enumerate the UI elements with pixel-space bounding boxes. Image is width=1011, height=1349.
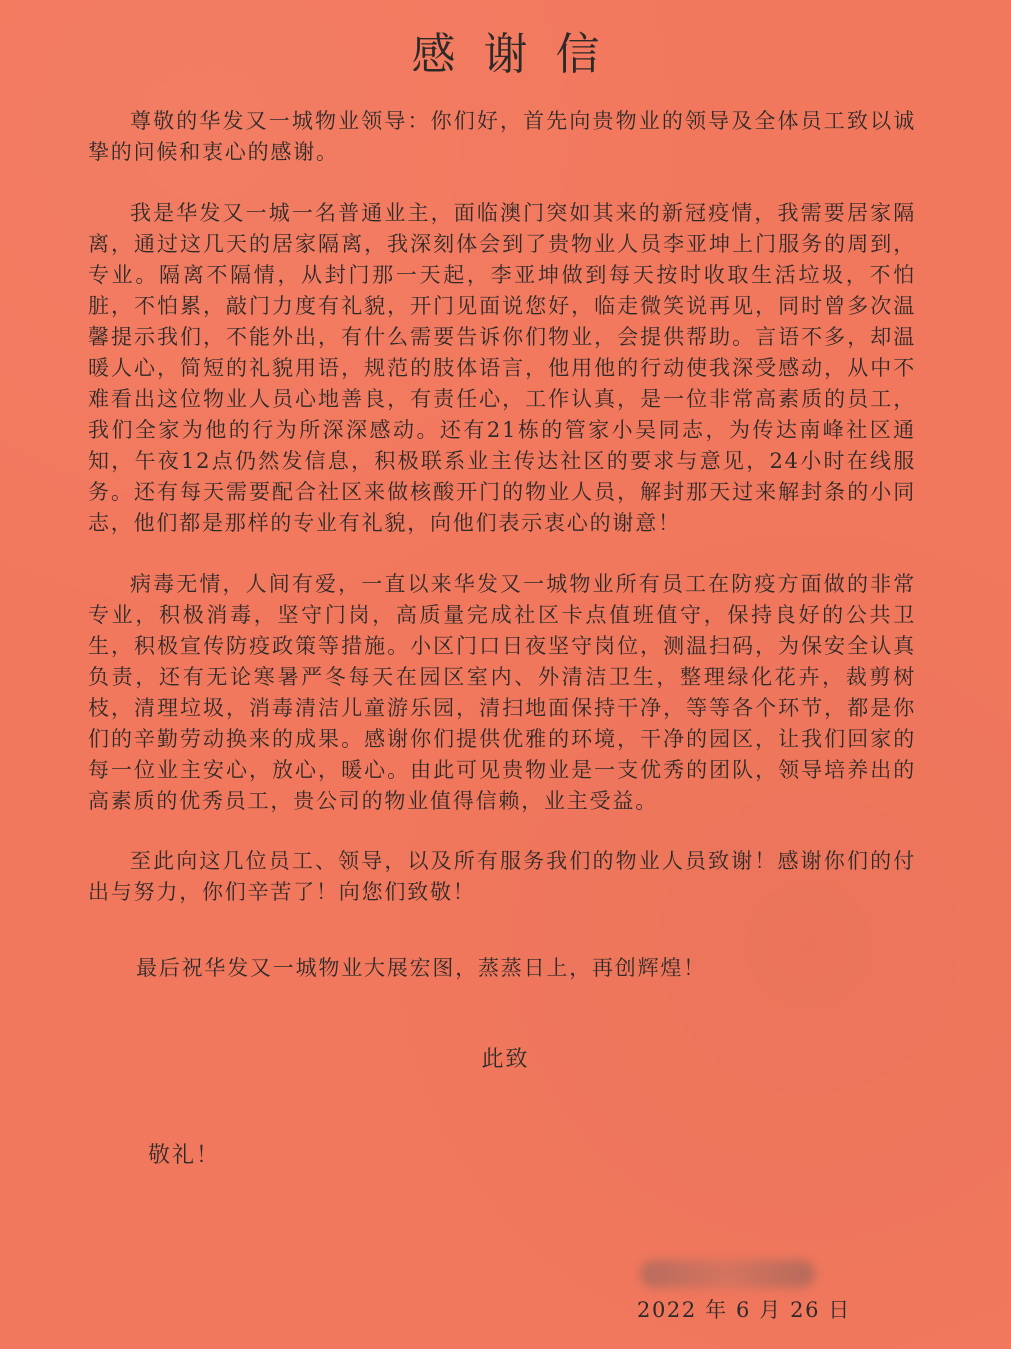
letter-date: 2022 年 6 月 26 日 <box>637 1298 851 1322</box>
closing-phrase: 此致 <box>481 1047 530 1072</box>
closing-wish: 最后祝华发又一城物业大展宏图，蒸蒸日上，再创辉煌！ <box>136 956 706 980</box>
letter-body <box>88 106 916 936</box>
regards-phrase: 敬礼！ <box>148 1143 221 1168</box>
salutation-paragraph: 尊敬的华发又一城物业领导：你们好，首先向贵物业的领导及全体员工致以诚挚的问候和衷心的感谢。 <box>88 109 916 164</box>
body-paragraph-1: 我是华发又一城一名普通业主，面临澳门突如其来的新冠疫情，我需要居家隔离，通过这几天的居家隔离，我深刻体会到了贵物业人员李亚坤上门服务的周到，专业。隔离不隔情，从封门那一天起，李亚坤做到每天按时收取生活垃圾，不怕脏，不怕累，敲门力度有礼貌，开门见面说您好，临走微笑说再见，同时曾多次温馨提示我们，不能外出，有什么需要告诉你们物业，会提供帮助。言语不多，却温暖人心，简短的礼貌用语，规范的肢体语言，他用他的行动使我深受感动，从中不难看出这位物业人员心地善良，有责任心，工作认真，是一位非常高素质的员工，我们全家为他的行为所深深感动。还有21栋的管家小吴同志，为传达南峰社区通知，午夜12点仍然发信息，积极联系业主传达社区的要求与意见，24小时在线服务。还有每天需要配合社区来做核酸开门的物业人员，解封那天过来解封条的小同志，他们都是那样的专业有礼貌，向他们表示衷心的谢意！ <box>88 201 916 535</box>
body-paragraph-3: 至此向这几位员工、领导，以及所有服务我们的物业人员致谢！感谢你们的付出与努力，你们辛苦了！向您们致敬！ <box>88 849 916 904</box>
body-paragraph-2: 病毒无情，人间有爱，一直以来华发又一城物业所有员工在防疫方面做的非常专业，积极消毒，坚守门岗，高质量完成社区卡点值班值守，保持良好的公共卫生，积极宣传防疫政策等措施。小区门口日夜坚守岗位，测温扫码，为保安全认真负责，还有无论寒暑严冬每天在园区室内、外清洁卫生，整理绿化花卉，裁剪树枝，清理垃圾，消毒清洁儿童游乐园，清扫地面保持干净，等等各个环节，都是你们的辛勤劳动换来的成果。感谢你们提供优雅的环境，干净的园区，让我们回家的每一位业主安心，放心，暖心。由此可见贵物业是一支优秀的团队，领导培养出的高素质的优秀员工，贵公司的物业值得信赖，业主受益。 <box>88 572 916 813</box>
redacted-signature-blur <box>640 1260 815 1288</box>
letter-title: 感谢信 <box>411 29 628 80</box>
